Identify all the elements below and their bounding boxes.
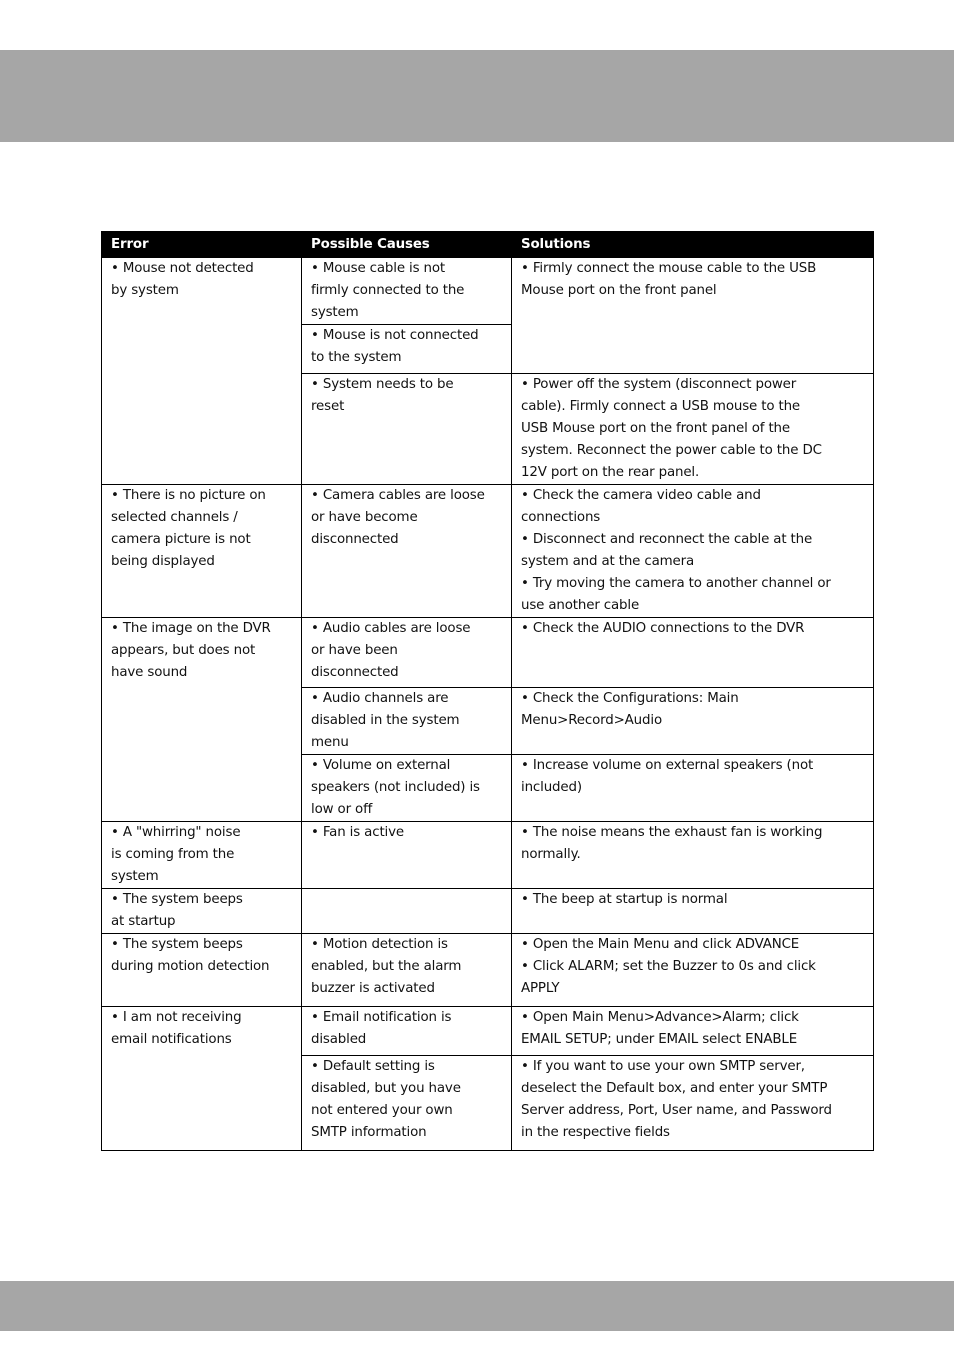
- solution-cell: • Check the AUDIO connections to the DVR: [512, 618, 874, 688]
- error-cell: • The system beeps during motion detection: [102, 934, 302, 1007]
- header-solutions: Solutions: [512, 232, 874, 258]
- error-cell: • Mouse not detected by system: [102, 258, 302, 485]
- cause-cell: • Camera cables are loose or have become disconnected: [302, 485, 512, 618]
- cause-cell: • Motion detection is enabled, but the alarm buzzer is activated: [302, 934, 512, 1007]
- cause-cell: • Default setting is disabled, but you have not entered your own SMTP information: [302, 1056, 512, 1151]
- error-cell: • The image on the DVR appears, but does not have sound: [102, 618, 302, 822]
- cause-cell: [302, 889, 512, 934]
- table-row: [102, 889, 874, 934]
- table-row: [102, 934, 874, 1007]
- cause-cell: • Volume on external speakers (not included) is low or off: [302, 755, 512, 822]
- error-cell: • I am not receiving email notifications: [102, 1007, 302, 1151]
- error-cell: • A "whirring" noise is coming from the system: [102, 822, 302, 889]
- table-row: [102, 258, 874, 325]
- error-cell: • There is no picture on selected channels / camera picture is not being displayed: [102, 485, 302, 618]
- solution-cell: • Open Main Menu>Advance>Alarm; click EMAIL SETUP; under EMAIL select ENABLE: [512, 1007, 874, 1056]
- cause-cell: • Audio cables are loose or have been disconnected: [302, 618, 512, 688]
- table-row: [102, 1007, 874, 1056]
- solution-cell: • Check the camera video cable and connections • Disconnect and reconnect the cable at the system and at the camera • Try moving the camera to another channel or use another cable: [512, 485, 874, 618]
- footer-band: [0, 1281, 954, 1331]
- cause-cell: • System needs to be reset: [302, 374, 512, 485]
- table-row: [102, 618, 874, 688]
- troubleshooting-table: [101, 231, 874, 1151]
- solution-cell: • The noise means the exhaust fan is working normally.: [512, 822, 874, 889]
- solution-cell: • Firmly connect the mouse cable to the USB Mouse port on the front panel: [512, 258, 874, 374]
- header-error: Error: [102, 232, 302, 258]
- table-header-row: [102, 232, 874, 258]
- solution-cell: • If you want to use your own SMTP server, deselect the Default box, and enter your SMTP Server address, Port, User name, and Password in the respective fields: [512, 1056, 874, 1151]
- solution-cell: • Power off the system (disconnect power cable). Firmly connect a USB mouse to the USB Mouse port on the front panel of the system. Reconnect the power cable to the DC 12V port on the rear panel.: [512, 374, 874, 485]
- header-band: [0, 50, 954, 142]
- error-cell: • The system beeps at startup: [102, 889, 302, 934]
- solution-cell: • Check the Configurations: Main Menu>Record>Audio: [512, 688, 874, 755]
- solution-cell: • The beep at startup is normal: [512, 889, 874, 934]
- table-row: [102, 822, 874, 889]
- solution-cell: • Open the Main Menu and click ADVANCE • Click ALARM; set the Buzzer to 0s and click APPLY: [512, 934, 874, 1007]
- table-row: [102, 485, 874, 618]
- cause-cell: • Mouse cable is not firmly connected to the system: [302, 258, 512, 325]
- solution-cell: • Increase volume on external speakers (not included): [512, 755, 874, 822]
- cause-cell: • Email notification is disabled: [302, 1007, 512, 1056]
- cause-cell: • Mouse is not connected to the system: [302, 325, 512, 374]
- cause-cell: • Audio channels are disabled in the system menu: [302, 688, 512, 755]
- header-possible-causes: Possible Causes: [302, 232, 512, 258]
- cause-cell: • Fan is active: [302, 822, 512, 889]
